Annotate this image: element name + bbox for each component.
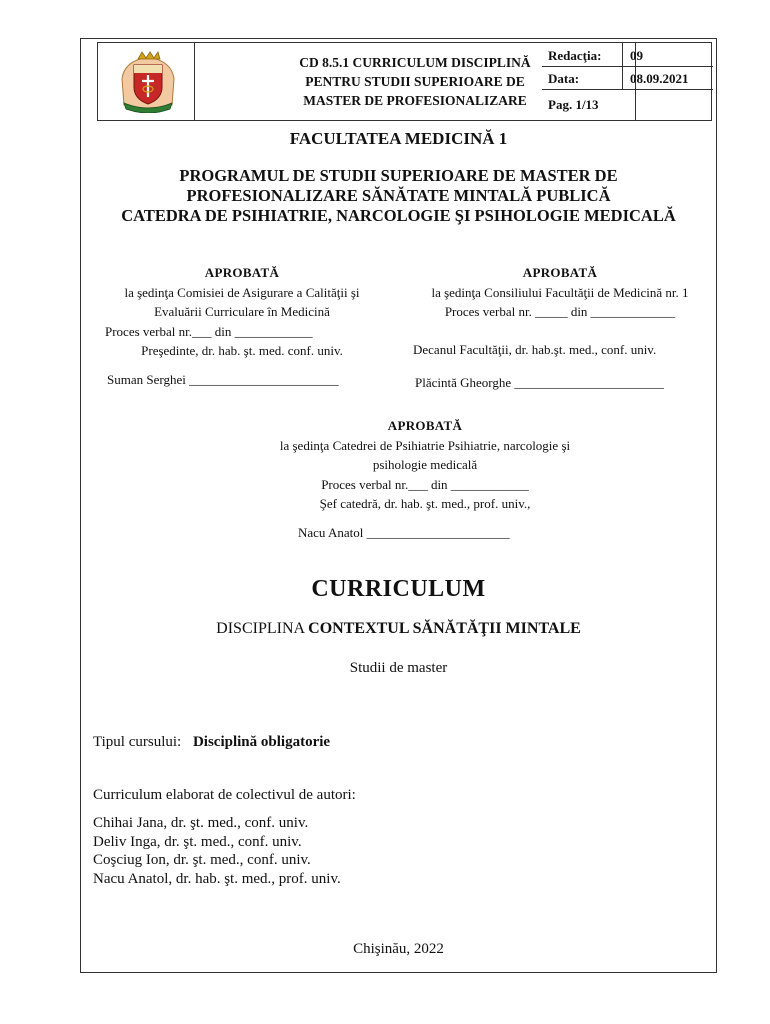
approval-center-line-1: la şedinţa Catedrei de Psihiatrie Psihiatrie, narcologie şi — [279, 437, 571, 453]
discipline-prefix: DISCIPLINA — [216, 620, 305, 637]
page-number: Pag. 1/13 — [548, 97, 599, 112]
course-type-label: Tipul cursului: — [93, 734, 182, 750]
approval-center-line-3: Proces verbal nr.___ din ____________ — [321, 476, 529, 492]
author-item: Coşciug Ion, dr. şt. med., conf. univ. — [93, 852, 311, 868]
approval-right-line-1: la şedinţa Consiliului Facultăţii de Medicină nr. 1 — [431, 284, 689, 300]
approval-left — [97, 263, 387, 361]
place-and-year: Chişinău, 2022 — [353, 941, 444, 957]
authors-list — [93, 814, 341, 888]
author-item: Deliv Inga, dr. şt. med., conf. univ. — [93, 833, 302, 850]
program-line-1: PROGRAMUL DE STUDII SUPERIOARE DE MASTER DE — [179, 166, 618, 185]
redactia-label: Redacţia: — [548, 48, 602, 63]
curriculum-title: CURRICULUM — [311, 576, 486, 602]
document-code-line-1: CD 8.5.1 CURRICULUM DISCIPLINĂ — [299, 55, 531, 70]
course-type-value: Disciplină obligatorie — [192, 734, 331, 750]
approval-left-line-2: Evaluării Curriculare în Medicină — [154, 304, 330, 319]
approval-left-line-3: Proces verbal nr.___ din ____________ — [105, 323, 313, 339]
department-line: CATEDRA DE PSIHIATRIE, NARCOLOGIE ŞI PSIHOLOGIE MEDICALĂ — [121, 206, 676, 225]
approval-right-title: APROBATĂ — [522, 265, 598, 280]
discipline-line — [80, 620, 717, 638]
approval-right-line-3: Decanul Facultăţii, dr. hab.şt. med., conf. univ. — [413, 342, 657, 357]
document-header-table — [97, 42, 712, 121]
author-item: Nacu Anatol, dr. hab. şt. med., prof. univ. — [93, 870, 341, 887]
course-type-row — [93, 734, 330, 751]
faculty-title: FACULTATEA MEDICINĂ 1 — [289, 129, 508, 148]
study-level: Studii de master — [349, 660, 448, 676]
program-heading — [80, 166, 717, 226]
date-value: 08.09.2021 — [630, 71, 689, 86]
approval-left-title: APROBATĂ — [204, 265, 280, 280]
approval-center-line-2: psihologie medicală — [372, 457, 478, 472]
approval-right-line-2: Proces verbal nr. _____ din _____________ — [444, 304, 676, 319]
discipline-name: CONTEXTUL SĂNĂTĂŢII MINTALE — [308, 620, 581, 637]
program-line-2: PROFESIONALIZARE SĂNĂTATE MINTALĂ PUBLICĂ — [186, 186, 611, 205]
approval-right — [402, 263, 718, 322]
approval-center-signature: Nacu Anatol ______________________ — [298, 525, 510, 540]
authors-intro: Curriculum elaborat de colectivul de autori: — [93, 787, 356, 803]
university-crest-icon — [118, 49, 178, 113]
logo-cell — [98, 43, 195, 120]
approval-left-line-1: la şedinţa Comisiei de Asigurare a Calităţii şi — [124, 284, 360, 300]
author-item: Chihai Jana, dr. şt. med., conf. univ. — [93, 815, 309, 831]
date-label: Data: — [548, 71, 580, 86]
approval-left-line-4: Preşedinte, dr. hab. şt. med. conf. univ. — [141, 343, 343, 358]
approval-center-title: APROBATĂ — [387, 418, 463, 433]
document-code-line-3: MASTER DE PROFESIONALIZARE — [303, 93, 527, 108]
approval-right-signature: Plăcintă Gheorghe _______________________ — [415, 375, 664, 390]
document-meta-table — [542, 43, 713, 120]
approval-center — [230, 416, 620, 514]
approval-center-line-4: Şef catedră, dr. hab. şt. med., prof. univ., — [319, 496, 531, 511]
redactia-value: 09 — [630, 48, 643, 63]
approval-left-signature: Suman Serghei _______________________ — [107, 372, 339, 387]
document-code-line-2: PENTRU STUDII SUPERIOARE DE — [305, 74, 525, 89]
